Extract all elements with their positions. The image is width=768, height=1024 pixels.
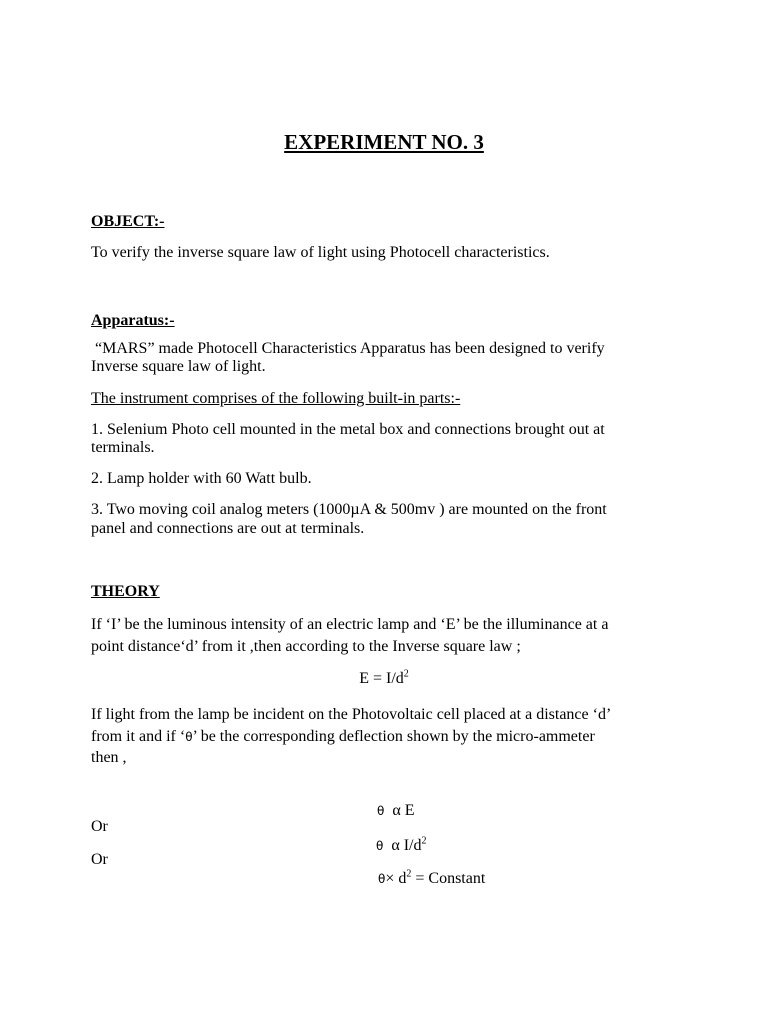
apparatus-heading: Apparatus:-: [91, 312, 175, 329]
object-heading: OBJECT:-: [91, 213, 165, 230]
equation-4-theta: θ: [378, 872, 386, 886]
apparatus-line-1: “MARS” made Photocell Characteristics Apparatus has been designed to verify: [91, 340, 605, 357]
or-label-2: Or: [91, 851, 108, 868]
theory-p2-line-2: [91, 727, 691, 747]
equation-3-theta: θ: [376, 839, 384, 853]
equation-3-rest: α I/d: [383, 837, 422, 854]
theory-p2-line-3: then ,: [91, 749, 127, 766]
theory-p2-line-2-start: from it and if ‘: [91, 728, 186, 745]
part-item-3-line-1: 3. Two moving coil analog meters (1000µA & 500mv ) are mounted on the front: [91, 501, 607, 518]
part-item-2: 2. Lamp holder with 60 Watt bulb.: [91, 470, 312, 487]
equation-2-rest: α E: [384, 802, 415, 819]
equation-2-theta: θ: [377, 804, 385, 818]
equation-1-main: E = I/d: [359, 670, 404, 687]
or-label-1: Or: [91, 818, 108, 835]
part-item-3-line-2: panel and connections are out at terminals.: [91, 520, 365, 537]
part-item-1-line-2: terminals.: [91, 439, 155, 456]
parts-intro: The instrument comprises of the following built-in parts:-: [91, 390, 461, 407]
theta-symbol: θ: [185, 730, 193, 744]
equation-4-exponent: 2: [406, 868, 412, 880]
equation-inverse-square: [0, 669, 768, 688]
page-title: EXPERIMENT NO. 3: [284, 130, 484, 154]
equation-4-rest: × d: [385, 870, 407, 887]
theory-p2-line-2-end: ’ be the corresponding deflection shown by the micro-ammeter: [192, 728, 595, 745]
part-item-1-line-1: 1. Selenium Photo cell mounted in the metal box and connections brought out at: [91, 421, 605, 438]
object-text: To verify the inverse square law of light using Photocell characteristics.: [91, 244, 550, 261]
equation-3-exponent: 2: [421, 835, 427, 847]
apparatus-line-2: Inverse square law of light.: [91, 358, 266, 375]
theory-p2-line-1: If light from the lamp be incident on the Photovoltaic cell placed at a distance ‘d’: [91, 706, 612, 723]
equation-1-exponent: 2: [403, 668, 409, 680]
theory-p1-line-1: If ‘I’ be the luminous intensity of an electric lamp and ‘E’ be the illuminance at a: [91, 616, 609, 633]
equation-4: [362, 850, 485, 908]
equation-4-end: = Constant: [411, 870, 486, 887]
theory-p1-line-2: point distance‘d’ from it ,then according to the Inverse square law ;: [91, 638, 521, 655]
theory-heading: THEORY: [91, 583, 160, 600]
